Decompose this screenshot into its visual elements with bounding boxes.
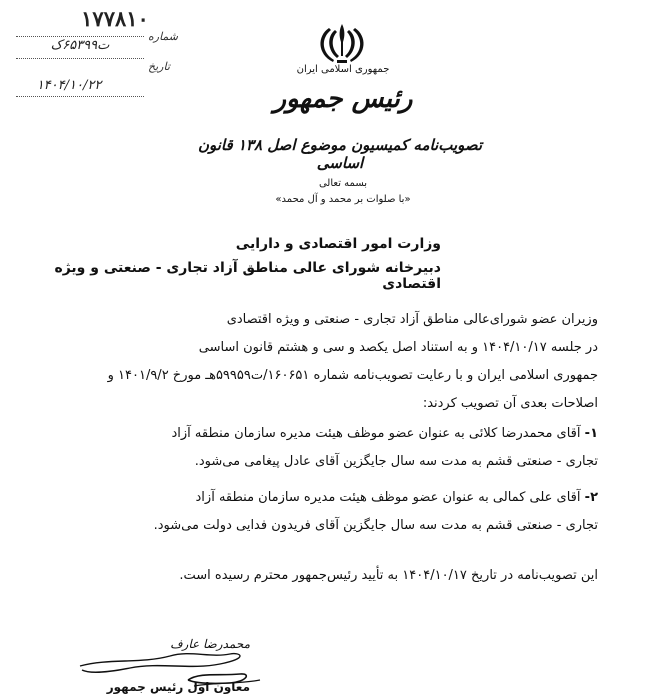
iran-emblem-icon [313, 22, 371, 66]
state-name: جمهوری اسلامی ایران [296, 64, 390, 75]
salavat: «با صلوات بر محمد و آل محمد» [275, 194, 411, 205]
reference-code: ت۶۵۳۹۹ک [50, 38, 110, 53]
item-line [64, 484, 598, 512]
bismillah: بسمه تعالی [318, 178, 368, 189]
reference-date: ۱۴۰۴/۱۰/۲۲ [36, 78, 102, 93]
preamble-line: اصلاحات بعدی آن تصویب کردند: [422, 396, 598, 411]
item-line: تجاری - صنعتی قشم به مدت سه سال جایگزین آقای عادل پیغامی می‌شود. [194, 454, 598, 469]
decree-item-1 [64, 420, 598, 476]
decree-subject: تصویب‌نامه کمیسیون موضوع اصل ۱۳۸ قانون اساسی [197, 136, 483, 172]
decree-preamble [64, 306, 598, 418]
reference-number: ۱۷۷۸۱۰ [81, 6, 149, 31]
decree-item-2 [64, 484, 598, 540]
item-text: آقای علی کمالی به عنوان عضو موظف هیئت مدیره سازمان منطقه آزاد [195, 490, 581, 505]
closing-line: این تصویب‌نامه در تاریخ ۱۴۰۴/۱۰/۱۷ به تأیید رئیس‌جمهور محترم رسیده است. [179, 568, 598, 583]
recipient-secretariat: دبیرخانه شورای عالی مناطق آزاد تجاری - صنعتی و ویژه اقتصادی [54, 260, 441, 292]
reference-number-line [16, 36, 144, 37]
office-title: رئیس جمهور [273, 84, 413, 114]
item-number: ۲- [584, 490, 598, 505]
reference-number-label: شماره [148, 30, 179, 43]
reference-date-label: تاریخ [148, 60, 170, 73]
preamble-line: جمهوری اسلامی ایران و با رعایت تصویب‌نامه شماره ۱۶۰۶۵۱/ت۵۹۹۵۹هـ مورخ ۱۴۰۱/۹/۲ و [107, 368, 598, 383]
recipient-ministry: وزارت امور اقتصادی و دارایی [235, 236, 441, 252]
preamble-line: در جلسه ۱۴۰۴/۱۰/۱۷ و به استناد اصل یکصد و سی و هشتم قانون اساسی [198, 340, 598, 355]
item-text: آقای محمدرضا کلائی به عنوان عضو موظف هیئت مدیره سازمان منطقه آزاد [171, 426, 581, 441]
decree-closing [64, 562, 598, 590]
preamble-line: وزیران عضو شورای‌عالی مناطق آزاد تجاری - صنعتی و ویژه اقتصادی [226, 312, 598, 327]
item-line [64, 420, 598, 448]
signatory-role: معاون اول رئیس جمهور [106, 680, 250, 694]
signatory-name: محمدرضا عارف [170, 637, 250, 651]
reference-code-line [16, 58, 144, 59]
item-number: ۱- [584, 426, 598, 441]
reference-date-line [16, 96, 144, 97]
item-line: تجاری - صنعتی قشم به مدت سه سال جایگزین آقای فریدون فدایی دولت می‌شود. [153, 518, 598, 533]
